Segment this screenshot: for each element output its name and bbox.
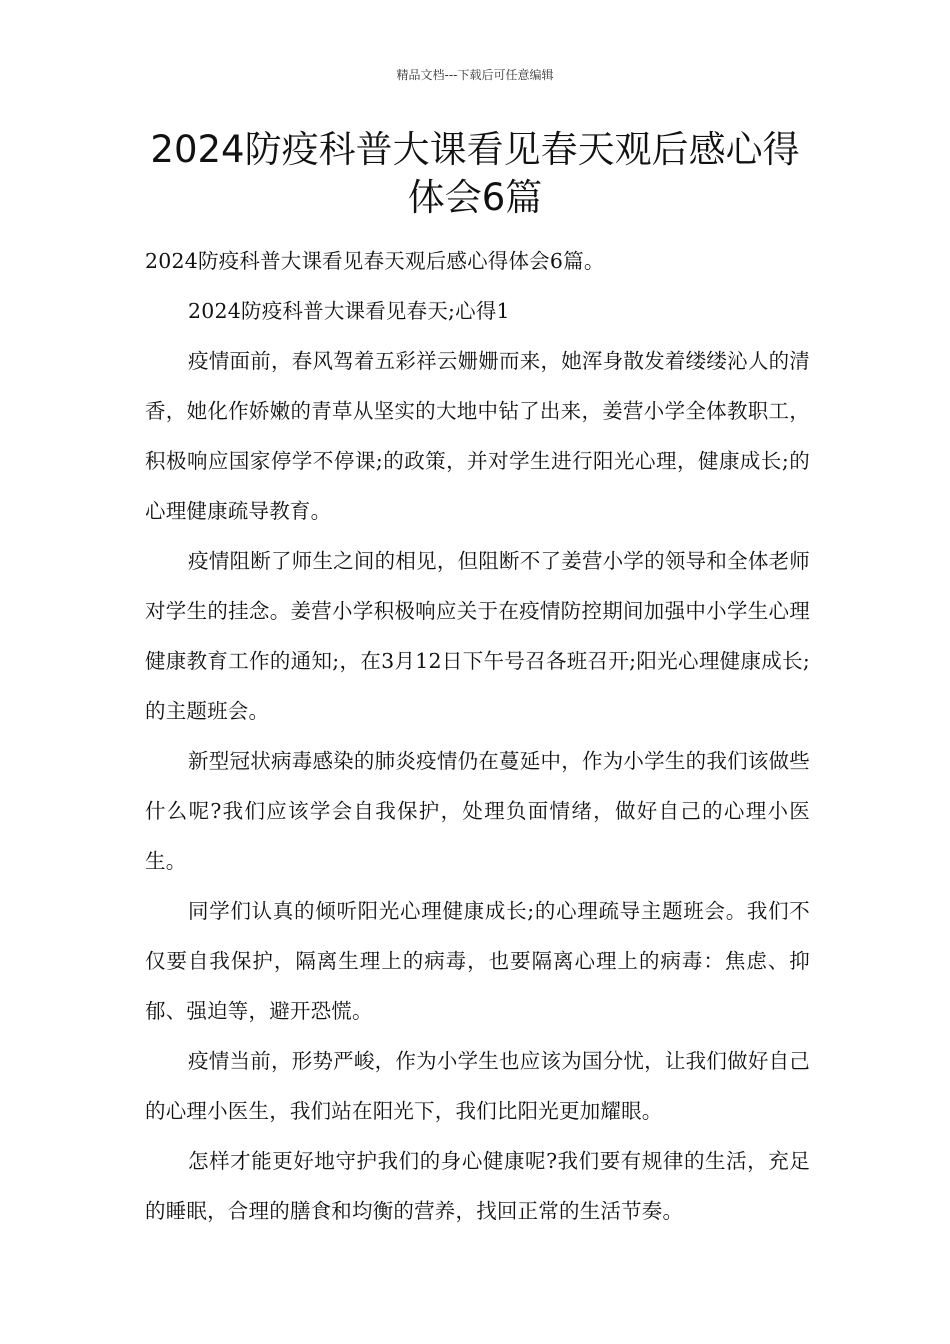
- header-note: 精品文档---下载后可任意编辑: [396, 68, 554, 82]
- section-heading: 2024防疫科普大课看见春天;心得1: [188, 299, 510, 323]
- body-paragraph: 怎样才能更好地守护我们的身心健康呢?我们要有规律的生活，充足的睡眠，合理的膳食和均衡的营养，找回正常的生活节奏。: [145, 1149, 810, 1223]
- intro-paragraph: 2024防疫科普大课看见春天观后感心得体会6篇。: [145, 249, 605, 273]
- document-title: 2024防疫科普大课看见春天观后感心得体会6篇: [150, 128, 800, 219]
- body-paragraph: 疫情面前，春风驾着五彩祥云姗姗而来，她浑身散发着缕缕沁人的清香，她化作娇嫩的青草从坚实的大地中钻了出来，姜营小学全体教职工，积极响应国家停学不停课;的政策，并对学生进行阳光心理，健康成长;的心理健康疏导教育。: [145, 349, 810, 523]
- body-paragraph: 疫情当前，形势严峻，作为小学生也应该为国分忧，让我们做好自己的心理小医生，我们站在阳光下，我们比阳光更加耀眼。: [145, 1049, 810, 1123]
- body-paragraph: 新型冠状病毒感染的肺炎疫情仍在蔓延中，作为小学生的我们该做些什么呢?我们应该学会自我保护，处理负面情绪，做好自己的心理小医生。: [145, 749, 810, 873]
- body-paragraph: 疫情阻断了师生之间的相见，但阻断不了姜营小学的领导和全体老师对学生的挂念。姜营小学积极响应关于在疫情防控期间加强中小学生心理健康教育工作的通知;，在3月12日下午号召各班召开;阳光心理健康成长;的主题班会。: [145, 549, 810, 723]
- body-paragraph: 同学们认真的倾听阳光心理健康成长;的心理疏导主题班会。我们不仅要自我保护，隔离生理上的病毒，也要隔离心理上的病毒：焦虑、抑郁、强迫等，避开恐慌。: [145, 899, 810, 1023]
- document-body: [145, 236, 810, 1236]
